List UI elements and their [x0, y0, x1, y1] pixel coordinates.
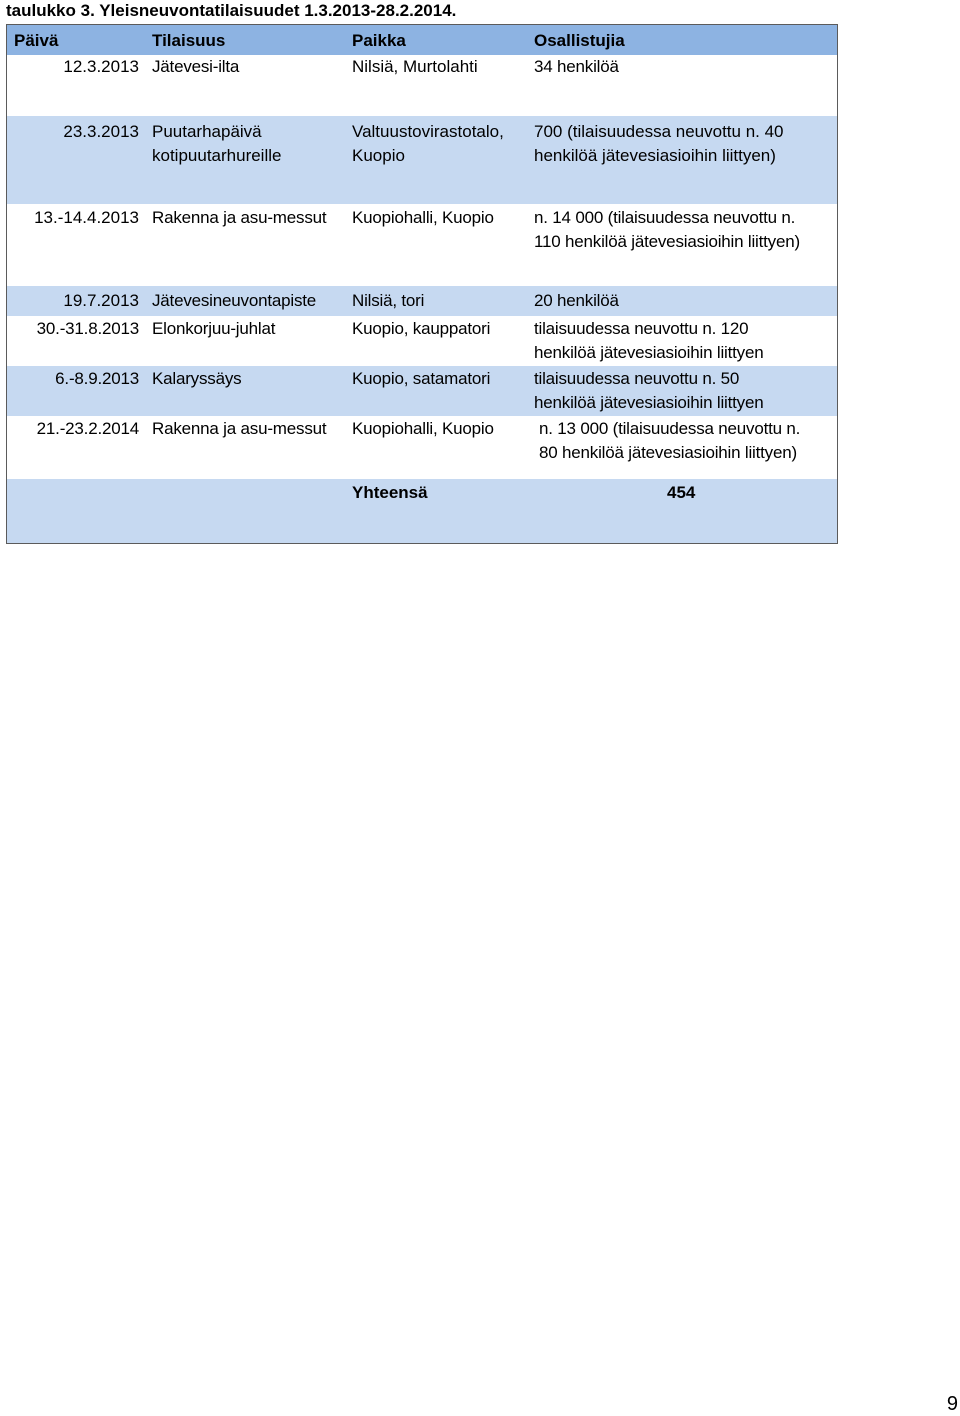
- cell-date: 21.-23.2.2014: [36, 419, 139, 438]
- cell-participants: 20 henkilöä: [534, 291, 619, 310]
- cell-participants: n. 14 000 (tilaisuudessa neuvottu n.: [534, 208, 796, 227]
- cell-participants-line-2: henkilöä jätevesiasioihin liittyen: [534, 343, 764, 362]
- cell-place-line-2: Kuopio: [352, 146, 405, 165]
- cell-date: 13.-14.4.2013: [34, 208, 139, 227]
- cell-place: Kuopiohalli, Kuopio: [352, 419, 494, 438]
- cell-participants: n. 13 000 (tilaisuudessa neuvottu n.: [539, 419, 801, 438]
- col-header-place: Paikka: [352, 31, 406, 50]
- cell-participants: 700 (tilaisuudessa neuvottu n. 40: [534, 122, 784, 141]
- table-row: [7, 286, 837, 316]
- cell-date: 6.-8.9.2013: [55, 369, 139, 388]
- table-row: [7, 316, 837, 366]
- col-header-participants: Osallistujia: [534, 31, 625, 50]
- table-total-row: [7, 479, 837, 543]
- col-header-date: Päivä: [14, 31, 59, 50]
- cell-place: Kuopio, kauppatori: [352, 319, 491, 338]
- page-number: 9: [946, 1393, 958, 1415]
- events-table: [6, 24, 838, 544]
- table-row: [7, 204, 837, 286]
- cell-participants: 34 henkilöä: [534, 57, 619, 76]
- cell-event: Rakenna ja asu-messut: [152, 208, 327, 227]
- cell-date: 23.3.2013: [63, 122, 139, 141]
- cell-event: Elonkorjuu-juhlat: [152, 319, 276, 338]
- cell-participants-line-2: henkilöä jätevesiasioihin liittyen): [534, 146, 776, 165]
- table-row: [7, 55, 837, 116]
- cell-date: 30.-31.8.2013: [36, 319, 139, 338]
- table-header-row: [7, 25, 837, 55]
- cell-participants-line-2: henkilöä jätevesiasioihin liittyen: [534, 393, 764, 412]
- cell-participants-line-2: 80 henkilöä jätevesiasioihin liittyen): [539, 443, 797, 462]
- cell-event: Rakenna ja asu-messut: [152, 419, 327, 438]
- cell-event-line-2: kotipuutarhureille: [152, 146, 282, 165]
- cell-event: Jätevesi-ilta: [152, 57, 240, 76]
- col-header-event: Tilaisuus: [152, 31, 226, 50]
- table-row: [7, 416, 837, 479]
- cell-date: 12.3.2013: [63, 57, 139, 76]
- cell-event: Puutarhapäivä: [152, 122, 262, 141]
- cell-event: Jätevesineuvontapiste: [152, 291, 317, 310]
- table-row: [7, 116, 837, 204]
- cell-participants: tilaisuudessa neuvottu n. 50: [534, 369, 740, 388]
- total-value: 454: [667, 483, 696, 502]
- cell-place: Kuopio, satamatori: [352, 369, 491, 388]
- cell-place: Valtuustovirastotalo,: [352, 122, 504, 141]
- table-caption: taulukko 3. Yleisneuvontatilaisuudet 1.3.2013-28.2.2014.: [6, 1, 457, 20]
- cell-participants-line-2: 110 henkilöä jätevesiasioihin liittyen): [534, 232, 800, 251]
- total-label: Yhteensä: [352, 483, 428, 502]
- cell-date: 19.7.2013: [63, 291, 139, 310]
- cell-place: Kuopiohalli, Kuopio: [352, 208, 494, 227]
- cell-place: Nilsiä, tori: [352, 291, 425, 310]
- table-row: [7, 366, 837, 416]
- cell-event: Kalaryssäys: [152, 369, 242, 388]
- cell-participants: tilaisuudessa neuvottu n. 120: [534, 319, 749, 338]
- cell-place: Nilsiä, Murtolahti: [352, 57, 478, 76]
